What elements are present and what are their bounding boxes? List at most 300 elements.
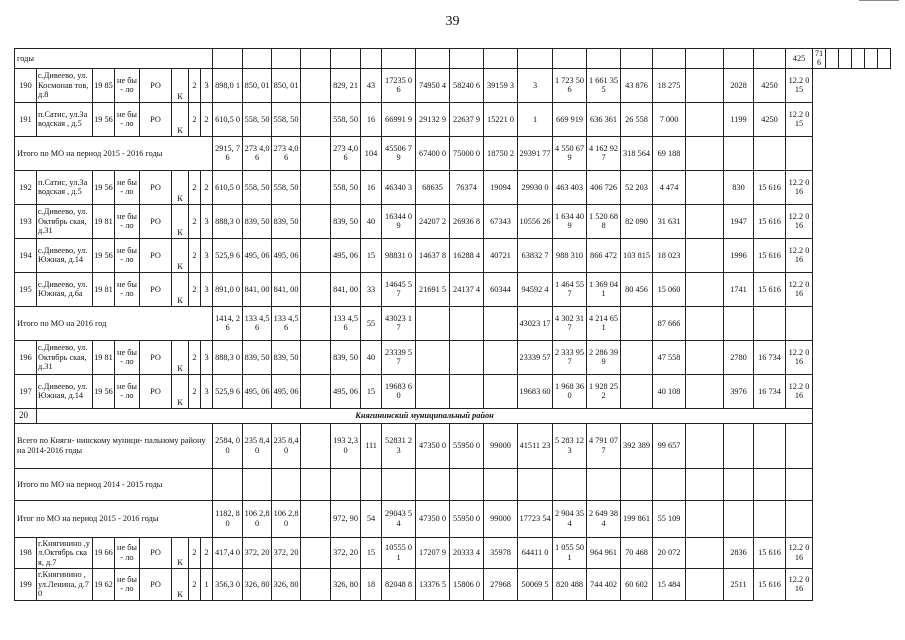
table-cell: РО	[140, 170, 172, 204]
table-cell: 16	[361, 102, 382, 136]
summary-row	[15, 500, 891, 537]
table-cell: 14645 57	[382, 272, 416, 306]
table-cell: 15	[361, 374, 382, 408]
table-cell	[301, 272, 331, 306]
table-cell	[301, 306, 331, 340]
table-cell: 4 302 317	[553, 306, 587, 340]
table-cell	[686, 49, 724, 69]
table-cell: 3976	[724, 374, 754, 408]
table-cell: РО	[140, 340, 172, 374]
table-cell: 2	[189, 170, 201, 204]
table-cell: 318 564	[621, 136, 653, 170]
table-cell: 15 616	[754, 238, 786, 272]
table-cell: 29043 54	[382, 500, 416, 537]
table-cell: 40	[361, 340, 382, 374]
table-row	[15, 340, 891, 374]
table-cell: 45506 79	[382, 136, 416, 170]
table-cell: 495, 06	[243, 374, 272, 408]
table-cell: 866 472	[587, 238, 621, 272]
table-cell: 2	[189, 374, 201, 408]
table-cell: 850, 01	[272, 68, 301, 102]
table-cell	[686, 537, 724, 568]
table-cell: 12.2 016	[786, 374, 813, 408]
table-cell: 19 56	[93, 170, 115, 204]
table-cell: 43023 17	[382, 306, 416, 340]
table-cell: 2	[189, 272, 201, 306]
table-cell	[851, 49, 864, 69]
table-cell: 4250	[754, 102, 786, 136]
table-cell: 15221 0	[484, 102, 518, 136]
table-cell: 3	[201, 374, 213, 408]
table-cell: не бы- ло	[115, 238, 140, 272]
table-cell: 2	[201, 170, 213, 204]
table-cell: 2	[201, 537, 213, 568]
table-cell: 194	[15, 238, 37, 272]
table-cell: 964 961	[587, 537, 621, 568]
table-cell: 26 558	[621, 102, 653, 136]
table-cell: 888,3 0	[213, 204, 243, 238]
table-cell: 2780	[724, 340, 754, 374]
table-cell: 23339 57	[382, 340, 416, 374]
table-cell	[686, 374, 724, 408]
table-cell: 1996	[724, 238, 754, 272]
table-cell	[686, 102, 724, 136]
table-cell: 29391 77	[518, 136, 553, 170]
table-cell: 191	[15, 102, 37, 136]
table-cell: 841, 00	[243, 272, 272, 306]
table-cell	[301, 170, 331, 204]
table-cell: 82 090	[621, 204, 653, 238]
table-cell: 195	[15, 272, 37, 306]
table-cell: 35978	[484, 537, 518, 568]
table-cell: 14637 8	[416, 238, 450, 272]
table-cell: 58240 6	[450, 68, 484, 102]
table-cell: 2 904 354	[553, 500, 587, 537]
table-cell: 106 2,80	[272, 500, 301, 537]
table-cell	[484, 468, 518, 500]
table-cell: 50069 5	[518, 568, 553, 600]
table-cell: К	[172, 374, 189, 408]
table-cell: РО	[140, 238, 172, 272]
table-cell	[382, 468, 416, 500]
table-row	[15, 68, 891, 102]
table-cell	[272, 468, 301, 500]
table-cell: 40	[361, 204, 382, 238]
table-cell: 4 162 927	[587, 136, 621, 170]
table-cell: 841, 00	[272, 272, 301, 306]
table-cell: 40 108	[653, 374, 686, 408]
table-cell	[450, 49, 484, 69]
table-cell: 1 928 252	[587, 374, 621, 408]
table-cell: 1 055 501	[553, 537, 587, 568]
table-cell	[754, 306, 786, 340]
table-cell: 12.2 016	[786, 238, 813, 272]
table-cell: 326, 80	[331, 568, 361, 600]
table-cell: 60344	[484, 272, 518, 306]
table-cell: 326, 80	[243, 568, 272, 600]
table-cell: 1 369 041	[587, 272, 621, 306]
table-cell: 1	[201, 568, 213, 600]
table-cell	[587, 468, 621, 500]
table-cell: 55	[361, 306, 382, 340]
table-cell: 495, 06	[243, 238, 272, 272]
table-cell	[786, 306, 813, 340]
table-cell: 15 484	[653, 568, 686, 600]
table-cell: РО	[140, 68, 172, 102]
table-cell: 3	[201, 238, 213, 272]
table-cell: 21691 5	[416, 272, 450, 306]
table-cell: 19 56	[93, 374, 115, 408]
table-cell: с.Дивеево, ул.Южная, д.14	[37, 238, 93, 272]
table-cell: 193 2,30	[331, 423, 361, 468]
summary-row	[15, 423, 891, 468]
table-cell: 26936 8	[450, 204, 484, 238]
table-cell: 103 815	[621, 238, 653, 272]
table-cell: 15 060	[653, 272, 686, 306]
table-cell: 2	[201, 102, 213, 136]
table-cell	[450, 306, 484, 340]
table-cell: 18	[361, 568, 382, 600]
table-cell: с.Дивеево, ул.Южная, д.6а	[37, 272, 93, 306]
table-cell: 54	[361, 500, 382, 537]
table-cell: г.Княгинино ,ул.Октябрь ская, д.7	[37, 537, 93, 568]
table-cell: 2	[189, 204, 201, 238]
table-cell: 1182, 80	[213, 500, 243, 537]
table-cell: 17723 54	[518, 500, 553, 537]
table-cell: 15 616	[754, 170, 786, 204]
table-cell: 273 4,06	[331, 136, 361, 170]
summary-row	[15, 136, 891, 170]
table-cell: 2 333 957	[553, 340, 587, 374]
table-cell: 193	[15, 204, 37, 238]
capital-repair-table	[14, 48, 891, 601]
table-cell: 326, 80	[272, 568, 301, 600]
table-cell	[839, 49, 852, 69]
table-cell: 52831 23	[382, 423, 416, 468]
table-cell: 495, 06	[331, 374, 361, 408]
table-cell	[724, 136, 754, 170]
table-cell: 839, 50	[331, 340, 361, 374]
table-cell	[301, 537, 331, 568]
table-cell: 3	[518, 68, 553, 102]
table-cell: 133 4,56	[272, 306, 301, 340]
table-cell: 133 4,56	[243, 306, 272, 340]
table-cell	[484, 374, 518, 408]
table-cell: 104	[361, 136, 382, 170]
table-cell: РО	[140, 272, 172, 306]
table-cell: 29930 0	[518, 170, 553, 204]
table-cell	[301, 136, 331, 170]
table-cell: К	[172, 204, 189, 238]
table-cell: 558, 50	[331, 170, 361, 204]
table-cell: не бы- ло	[115, 170, 140, 204]
table-cell	[686, 500, 724, 537]
table-cell	[653, 49, 686, 69]
scan-edge-mark	[859, 0, 899, 13]
table-cell: 196	[15, 340, 37, 374]
table-cell: 19 81	[93, 340, 115, 374]
table-cell: 1947	[724, 204, 754, 238]
table-cell: с.Дивеево, ул.Октябрь ская, д.31	[37, 340, 93, 374]
table-cell: 406 726	[587, 170, 621, 204]
table-cell: 2	[189, 68, 201, 102]
table-cell: 43 876	[621, 68, 653, 102]
table-cell: 24207 2	[416, 204, 450, 238]
table-cell	[416, 306, 450, 340]
table-cell: 67343	[484, 204, 518, 238]
table-cell: 33	[361, 272, 382, 306]
table-cell: 192	[15, 170, 37, 204]
table-cell: 18750 2	[484, 136, 518, 170]
table-cell: 2	[189, 537, 201, 568]
table-cell: п.Сатис, ул.Заводская , д.5	[37, 102, 93, 136]
table-cell: 111	[361, 423, 382, 468]
table-cell: РО	[140, 537, 172, 568]
table-cell: 66991 9	[382, 102, 416, 136]
table-cell: 15806 0	[450, 568, 484, 600]
table-cell	[754, 136, 786, 170]
table-cell: 99 657	[653, 423, 686, 468]
table-cell	[450, 468, 484, 500]
table-cell	[301, 68, 331, 102]
table-cell: 839, 50	[243, 340, 272, 374]
table-cell: К	[172, 568, 189, 600]
table-cell	[724, 468, 754, 500]
table-cell: 87 666	[653, 306, 686, 340]
table-cell	[416, 49, 450, 69]
table-cell: 16 734	[754, 340, 786, 374]
table-cell: не бы- ло	[115, 537, 140, 568]
table-cell	[361, 49, 382, 69]
table-cell: 31 631	[653, 204, 686, 238]
table-cell: 39159 3	[484, 68, 518, 102]
table-cell	[243, 49, 272, 69]
table-cell: 133 4,56	[331, 306, 361, 340]
table-cell: 4 214 651	[587, 306, 621, 340]
table-cell: 1414, 26	[213, 306, 243, 340]
table-cell: 372, 20	[331, 537, 361, 568]
table-cell: 2836	[724, 537, 754, 568]
table-cell	[653, 468, 686, 500]
table-cell: 12.2 015	[786, 102, 813, 136]
table-cell: 972, 90	[331, 500, 361, 537]
table-cell: 235 8,40	[243, 423, 272, 468]
table-cell: 2584, 00	[213, 423, 243, 468]
table-cell: 40721	[484, 238, 518, 272]
table-row	[15, 170, 891, 204]
table-cell: 4250	[754, 68, 786, 102]
table-cell: 55 109	[653, 500, 686, 537]
table-cell	[518, 468, 553, 500]
table-cell	[301, 500, 331, 537]
table-cell: Итого по МО на период 2015 - 2016 годы	[15, 136, 213, 170]
table-cell: 12.2 016	[786, 568, 813, 600]
table-cell: 68635	[416, 170, 450, 204]
table-cell: 10555 01	[382, 537, 416, 568]
table-cell: 41511 23	[518, 423, 553, 468]
table-cell	[686, 423, 724, 468]
region-header-row	[15, 408, 891, 423]
table-cell: 52 203	[621, 170, 653, 204]
table-cell: 417,4 0	[213, 537, 243, 568]
table-cell: 15	[361, 537, 382, 568]
table-cell: 74950 4	[416, 68, 450, 102]
table-cell: 69 188	[653, 136, 686, 170]
table-row	[15, 537, 891, 568]
table-cell: К	[172, 170, 189, 204]
table-cell	[621, 340, 653, 374]
table-cell: 3	[201, 204, 213, 238]
table-cell: 2	[189, 102, 201, 136]
table-cell	[724, 423, 754, 468]
table-cell: 558, 50	[272, 170, 301, 204]
table-cell: 15 616	[754, 204, 786, 238]
table-cell	[877, 49, 890, 69]
table-cell: п.Сатис, ул.Заводская , д.5	[37, 170, 93, 204]
table-cell	[553, 49, 587, 69]
table-cell: 1 464 557	[553, 272, 587, 306]
table-row	[15, 102, 891, 136]
table-cell: 610,5 0	[213, 170, 243, 204]
table-cell	[686, 204, 724, 238]
table-cell: 10556 26	[518, 204, 553, 238]
table-cell: 2 286 399	[587, 340, 621, 374]
table-cell: 99000	[484, 423, 518, 468]
table-cell: 15 616	[754, 272, 786, 306]
table-cell: 235 8,40	[272, 423, 301, 468]
table-cell: 19 85	[93, 68, 115, 102]
table-cell: 830	[724, 170, 754, 204]
table-cell: 20	[15, 408, 37, 423]
table-cell	[484, 49, 518, 69]
table-cell: 891,0 0	[213, 272, 243, 306]
table-cell: 558, 50	[243, 170, 272, 204]
table-cell: 15 616	[754, 537, 786, 568]
table-cell	[826, 49, 839, 69]
table-cell	[754, 49, 786, 69]
table-row	[15, 374, 891, 408]
table-cell: 558, 50	[272, 102, 301, 136]
table-cell: К	[172, 102, 189, 136]
table-cell	[786, 500, 813, 537]
table-cell: К	[172, 238, 189, 272]
table-cell: 12.2 016	[786, 204, 813, 238]
table-cell: 19 56	[93, 238, 115, 272]
table-cell: 273 4,06	[272, 136, 301, 170]
table-cell: 463 403	[553, 170, 587, 204]
table-cell: 76374	[450, 170, 484, 204]
table-cell: 525,9 6	[213, 374, 243, 408]
table-cell: 106 2,80	[243, 500, 272, 537]
table-row	[15, 568, 891, 600]
table-cell: 199	[15, 568, 37, 600]
table-cell	[361, 468, 382, 500]
table-cell: 15	[361, 238, 382, 272]
table-cell: 99000	[484, 500, 518, 537]
table-cell: 1 520 688	[587, 204, 621, 238]
table-cell	[686, 238, 724, 272]
table-cell: 273 4,06	[243, 136, 272, 170]
table-cell: 7 000	[653, 102, 686, 136]
table-cell	[724, 306, 754, 340]
table-cell	[301, 568, 331, 600]
table-cell: 2511	[724, 568, 754, 600]
table-cell: 17235 06	[382, 68, 416, 102]
table-cell: 4 550 679	[553, 136, 587, 170]
table-cell	[301, 204, 331, 238]
table-cell: 2	[189, 238, 201, 272]
table-cell: 98831 0	[382, 238, 416, 272]
table-cell: К	[172, 537, 189, 568]
table-cell: с.Дивеево, ул.Южная, д.14	[37, 374, 93, 408]
table-cell: К	[172, 272, 189, 306]
table-cell: РО	[140, 374, 172, 408]
page-number: 39	[445, 14, 460, 29]
table-cell: 16 734	[754, 374, 786, 408]
table-cell	[416, 340, 450, 374]
table-cell: 495, 06	[272, 238, 301, 272]
table-cell: 13376 5	[416, 568, 450, 600]
table-cell: 43	[361, 68, 382, 102]
table-cell: РО	[140, 102, 172, 136]
table-cell: не бы- ло	[115, 568, 140, 600]
table-cell: 67400 0	[416, 136, 450, 170]
table-cell: 898,0 1	[213, 68, 243, 102]
table-cell: 988 310	[553, 238, 587, 272]
table-cell: 558, 50	[331, 102, 361, 136]
table-row	[15, 238, 891, 272]
table-cell	[301, 423, 331, 468]
table-cell: 4 474	[653, 170, 686, 204]
table-cell: 829, 21	[331, 68, 361, 102]
table-cell	[686, 568, 724, 600]
table-cell	[864, 49, 877, 69]
table-cell	[416, 374, 450, 408]
table-cell	[484, 306, 518, 340]
table-cell	[301, 238, 331, 272]
table-cell	[686, 68, 724, 102]
table-cell	[272, 49, 301, 69]
table-cell: 18 275	[653, 68, 686, 102]
table-cell: 3	[201, 68, 213, 102]
table-cell: 636 361	[587, 102, 621, 136]
table-cell: 610,5 0	[213, 102, 243, 136]
table-cell: 19094	[484, 170, 518, 204]
table-cell: 841, 00	[331, 272, 361, 306]
table-cell: Итого по МО на 2016 год	[15, 306, 213, 340]
table-cell: с.Дивеево, ул.Космонав тов, д.8	[37, 68, 93, 102]
table-cell: Всего по Княги- нинскому муници- пальному району на 2014-2016 годы	[15, 423, 213, 468]
table-cell: 839, 50	[272, 340, 301, 374]
table-cell: 70 468	[621, 537, 653, 568]
table-cell	[621, 49, 653, 69]
table-cell: 23339 57	[518, 340, 553, 374]
table-cell	[518, 49, 553, 69]
table-cell	[450, 340, 484, 374]
table-cell: 19 81	[93, 204, 115, 238]
table-cell: 47350 0	[416, 500, 450, 537]
table-cell: 19 56	[93, 102, 115, 136]
table-cell: 356,3 0	[213, 568, 243, 600]
table-row	[15, 204, 891, 238]
table-cell: 17207 9	[416, 537, 450, 568]
table-cell: 198	[15, 537, 37, 568]
table-cell: 82048 8	[382, 568, 416, 600]
table-cell: 1199	[724, 102, 754, 136]
table-cell	[243, 468, 272, 500]
table-cell: 1 968 360	[553, 374, 587, 408]
table-cell: не бы- ло	[115, 272, 140, 306]
